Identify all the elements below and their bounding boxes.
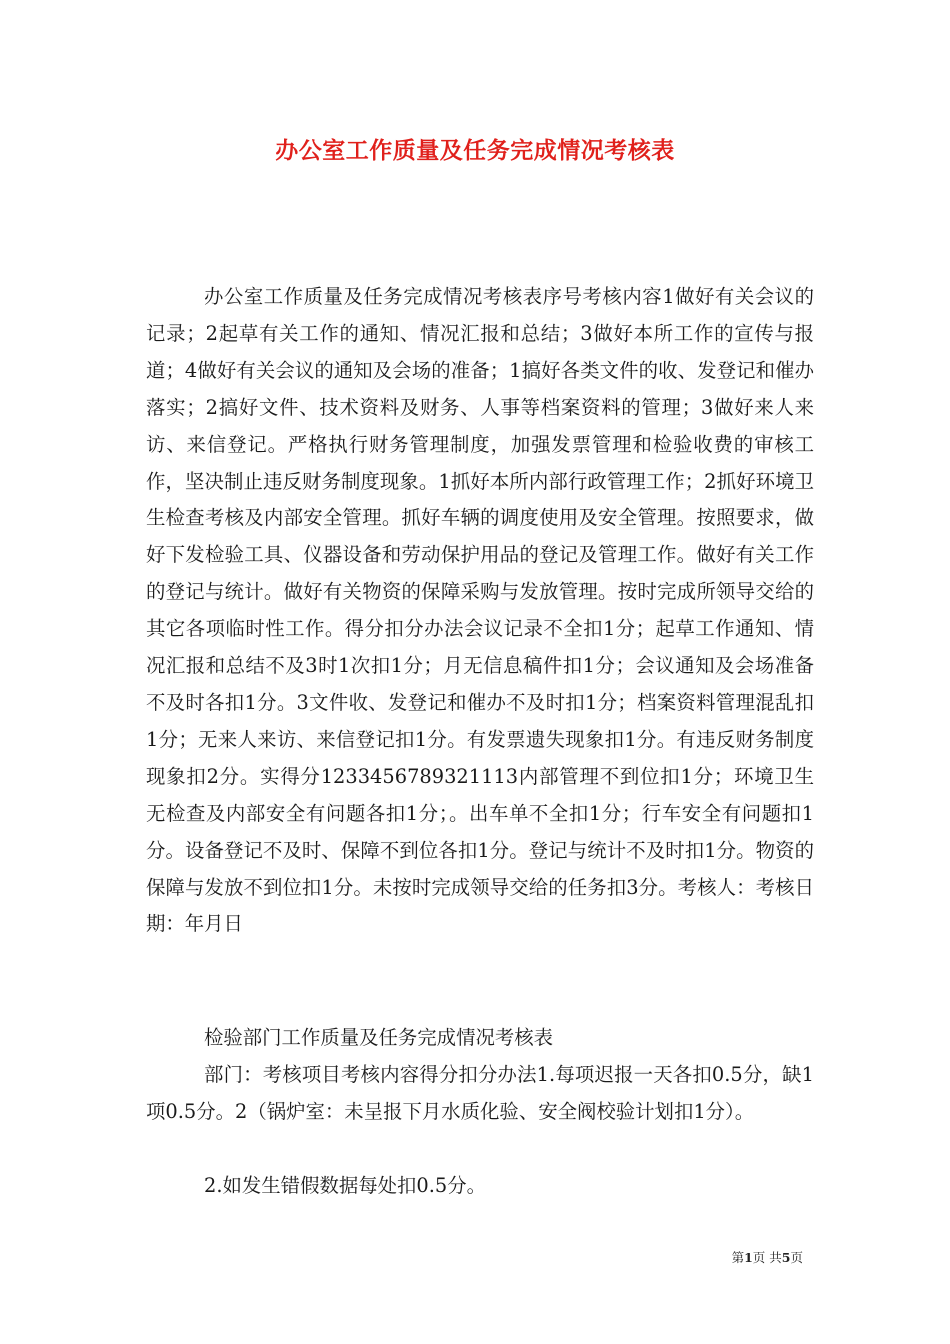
footer-suffix: 页 xyxy=(790,1250,803,1265)
section-heading-inspection-dept: 检验部门工作质量及任务完成情况考核表 xyxy=(204,1026,554,1049)
footer-total-pages: 5 xyxy=(781,1250,791,1265)
footer-prefix: 第 xyxy=(731,1250,745,1265)
body-paragraph-office-assessment: 办公室工作质量及任务完成情况考核表序号考核内容1做好有关会议的记录；2起草有关工作的通知、情况汇报和总结；3做好本所工作的宣传与报道；4做好有关会议的通知及会场的准备；1搞好各类文件的收、发登记和催办落实；2搞好文件、技术资料及财务、人事等档案资料的管理；3做好来人来访、来信登记。严格执行财务管理制度，加强发票管理和检验收费的审核工作，坚决制止违反财务制度现象。1抓好本所内部行政管理工作；2抓好环境卫生检查考核及内部安全管理。抓好车辆的调度使用及安全管理。按照要求，做好下发检验工具、仪器设备和劳动保护用品的登记及管理工作。做好有关工作的登记与统计。做好有关物资的保障采购与发放管理。按时完成所领导交给的其它各项临时性工作。得分扣分办法会议记录不全扣1分；起草工作通知、情况汇报和总结不及3时1次扣1分；月无信息稿件扣1分；会议通知及会场准备不及时各扣1分。3文件收、发登记和催办不及时扣1分；档案资料管理混乱扣1分；无来人来访、来信登记扣1分。有发票遗失现象扣1分。有违反财务制度现象扣2分。实得分1233456789321113内部管理不到位扣1分；环境卫生无检查及内部安全有问题各扣1分；。出车单不全扣1分；行车安全有问题扣1分。设备登记不及时、保障不到位各扣1分。登记与统计不及时扣1分。物资的保障与发放不到位扣1分。未按时完成领导交给的任务扣3分。考核人：考核日期：年月日 xyxy=(146,285,814,936)
document-title: 办公室工作质量及任务完成情况考核表 xyxy=(275,137,675,164)
footer-page-number: 1 xyxy=(744,1250,753,1265)
body-paragraph-error-deduction: 2.如发生错假数据每处扣0.5分。 xyxy=(204,1174,487,1197)
footer-middle: 页 共 xyxy=(752,1250,782,1265)
body-paragraph-inspection-dept: 部门：考核项目考核内容得分扣分办法1.每项迟报一天各扣0.5分，缺1项0.5分。2（锅炉室：未呈报下月水质化验、安全阀校验计划扣1分）。 xyxy=(146,1063,814,1123)
page-number-footer xyxy=(732,1248,803,1266)
